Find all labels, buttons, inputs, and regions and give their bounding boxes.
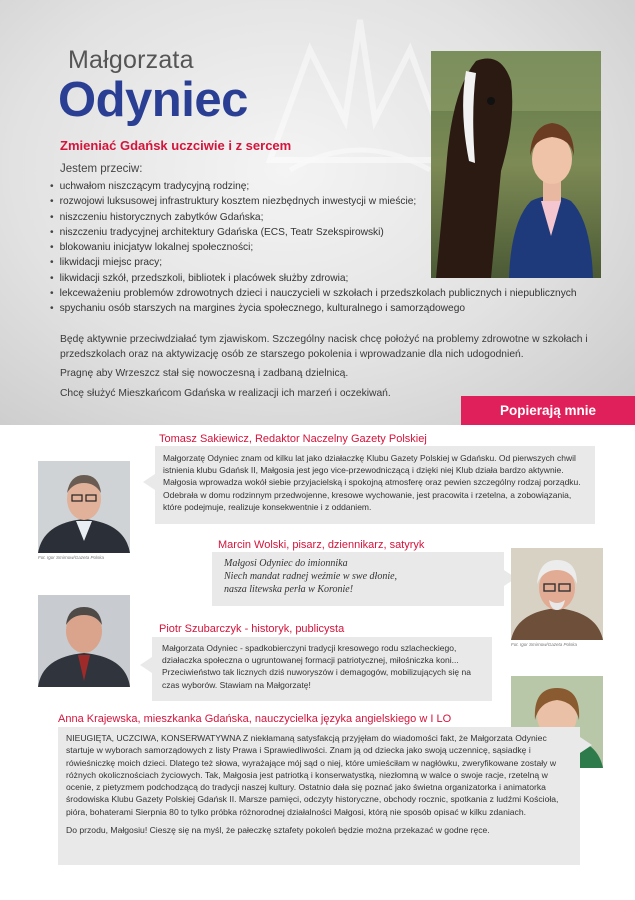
endorser-2-verse-line-2: nasza litewska perła w Koronie!: [224, 584, 354, 595]
endorser-1-quote-text: Małgorzatę Odyniec znam od kilku lat jako działaczkę Klubu Gazety Polskiej w Gdańsku. Od pierwszych chwil istnienia klubu Gdańsk II, Małgosia jest jego vice-przewodniczącą i dzięki niej Klub działa bardzo aktywnie. Małgosia wprowadza wokół siebie przyjacielską i spokojną atmosferę oraz pewien szczególny rodzaj porządku. Odebrała w domu rodzinnym przedwojenne, kresowe wychowanie, jest pracowita i rzetelna, a zobowiązania, które podejmuje, realizuje konsekwentnie i z oddaniem.: [163, 453, 581, 512]
endorser-2-verse-line-1: Niech mandat radnej weźmie w swe dłonie,: [224, 571, 398, 582]
intro-paragraph: Będę aktywnie przeciwdziałać tym zjawiskom. Szczególny nacisk chcę położyć na problemy zdrowotne w szkołach i przedszkolach oraz na aktywizację osób ze starszego pokolenia i wprowadzanie dla nich udogodnień.: [60, 334, 588, 361]
support-banner: Popierają mnie: [461, 396, 635, 425]
endorser-1-quote: [155, 446, 595, 524]
campaign-slogan: Zmieniać Gdańsk uczciwie i z sercem: [60, 138, 292, 153]
endorser-2-quote: [212, 552, 504, 606]
list-item: • uchwałom niszczącym tradycyjną rodzinę;: [50, 179, 630, 194]
endorser-4-closing: Do przodu, Małgosiu! Cieszę się na myśl, że pałeczkę sztafety pokoleń będzie można przekazać w godne ręce.: [66, 825, 490, 836]
endorser-2-photo-credit: Fot. Igor Smirnow/Gazeta Polska: [511, 642, 578, 647]
endorser-2-heading: Marcin Wolski, pisarz, dziennikarz, satyryk: [218, 539, 425, 551]
district-paragraph: Pragnę aby Wrzeszcz stał się nowoczesną i zadbaną dzielnicą.: [60, 368, 349, 379]
endorser-1-photo: [38, 461, 130, 553]
endorser-2-dedication: Małgosi Odyniec do imionnika: [224, 558, 348, 569]
list-item: • likwidacji szkół, przedszkoli, bibliotek i placówek służby zdrowia;: [50, 271, 630, 286]
endorser-1-heading: Tomasz Sakiewicz, Redaktor Naczelny Gazety Polskiej: [159, 433, 427, 445]
endorser-4-quote: [58, 727, 580, 865]
list-item: • lekceważeniu problemów zdrowotnych dzieci i nauczycieli w szkołach i przedszkolach publicznych i niepublicznych: [50, 286, 630, 301]
against-label: Jestem przeciw:: [60, 163, 143, 175]
endorser-4-heading: Anna Krajewska, mieszkanka Gdańska, nauczycielka języka angielskiego w I LO: [58, 713, 452, 725]
candidate-first-name: Małgorzata: [68, 46, 194, 74]
endorser-3-photo: [38, 595, 130, 687]
endorser-3-quote: [152, 637, 492, 701]
list-item: • niszczeniu historycznych zabytków Gdańska;: [50, 210, 630, 225]
endorser-3-heading: Piotr Szubarczyk - historyk, publicysta: [159, 623, 345, 635]
list-item: • spychaniu osób starszych na margines życia społecznego, kulturalnego i samorządowego: [50, 301, 630, 316]
list-item: • blokowaniu inicjatyw lokalnej społeczności;: [50, 240, 630, 255]
endorser-4-quote-text: NIEUGIĘTA, UCZCIWA, KONSERWATYWNA Z niekłamaną satysfakcją przyjęłam do wiadomości fakt, że Małgorzata Odyniec startuje w wyborach samorządowych z listy Prawa i Sprawiedliwości. Znam ją od dziecka jako swoją uczennicę, sąsiadkę i rówieśniczkę moich dzieci. Dlatego też słowa, wyrażające mój sąd o niej, które umieściłam w nagłówku, zweryfikowane zostały w różnych okolicznościach życiowych. Tak, Małgosia jest patriotką i konserwatystką, niezłomną w walce o swoje racje, rzetelną w ocenie, z pietyzmem podchodzącą do tradycji naszej kultury. Ostatnio dała się poznać jako świetna organizatorka i animatorka środowiska Klubu Gazety Polskiej Gdańsk II. Marsze pamięci, odczyty historyczne, obchody rocznic, spotkania z ludźmi Kościoła, pióra, bohaterami Sierpnia 80 to tylko próbka różnorodnej działalności Małgosi, którą nie sposób opisać w kilku zdaniach.: [66, 733, 559, 817]
candidate-last-name: Odyniec: [58, 73, 248, 127]
endorser-3-quote-text: Małgorzata Odyniec - spadkobierczyni tradycji kresowego rodu szlacheckiego, działaczka społeczna o ugruntowanej formacji patriotycznej, miłośniczka koni... Przeciwieństwo tak licznych dziś nuworyszów i demagogów, mobilizujących się na czas wyborów. Stawiam na Małgorzatę!: [162, 643, 471, 690]
candidate-photo: [431, 51, 601, 278]
mission-paragraph: Chcę służyć Mieszkańcom Gdańska w realizacji ich marzeń i oczekiwań.: [60, 388, 391, 399]
endorser-2-photo: [511, 548, 603, 640]
list-item: • likwidacji miejsc pracy;: [50, 255, 630, 270]
endorser-1-photo-credit: Fot. Igor Smirnow/Gazeta Polska: [38, 555, 105, 560]
list-item: • niszczeniu tradycyjnej architektury Gdańska (ECS, Teatr Szekspirowski): [50, 225, 630, 240]
list-item: • rozwojowi luksusowej infrastruktury kosztem niezbędnych inwestycji w mieście;: [50, 194, 630, 209]
